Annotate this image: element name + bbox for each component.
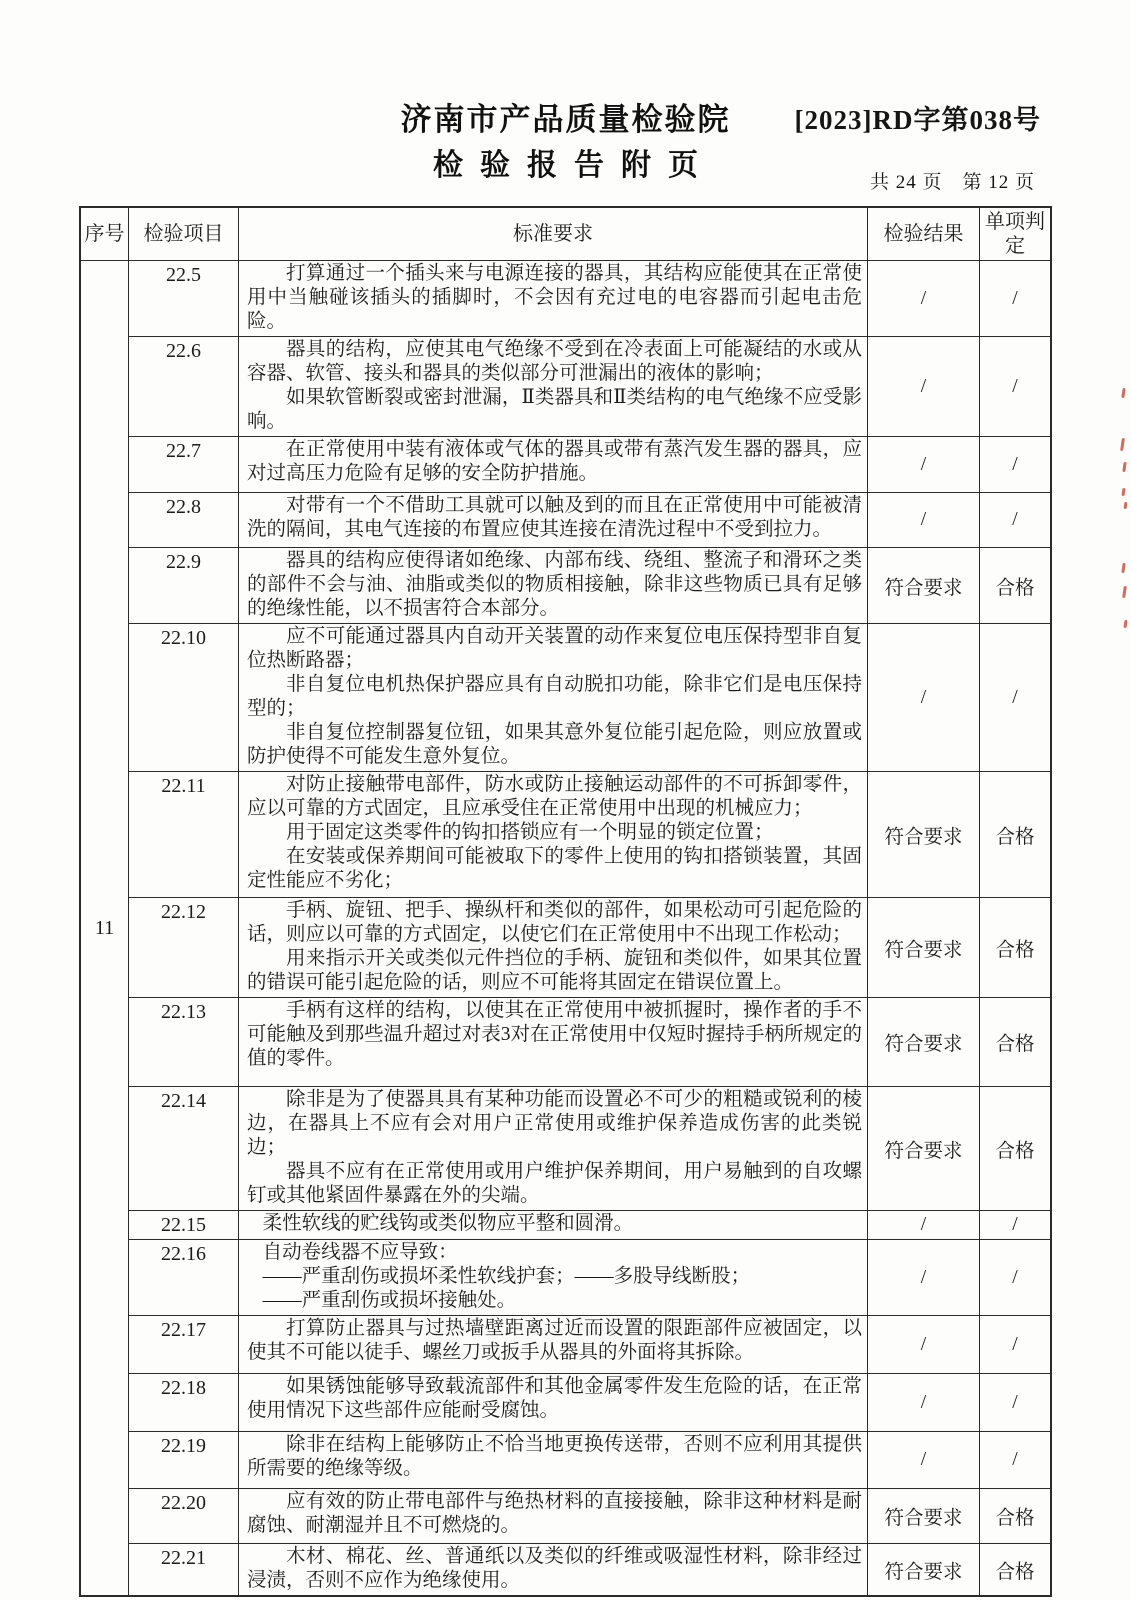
result-cell: 符合要求 xyxy=(868,772,980,897)
result-cell: / xyxy=(868,337,980,436)
table-row xyxy=(129,547,1050,623)
item-number: 22.16 xyxy=(129,1240,239,1315)
table-row xyxy=(129,1543,1050,1595)
judgment-cell: / xyxy=(1012,1449,1018,1470)
result-cell: 符合要求 xyxy=(868,1544,980,1595)
table-body xyxy=(81,261,1050,1595)
judgment-cell: 合格 xyxy=(995,1140,1035,1162)
result-cell: 符合要求 xyxy=(868,548,980,623)
judgment-cell: / xyxy=(1012,287,1018,309)
table-row xyxy=(129,623,1050,771)
item-number: 22.21 xyxy=(129,1544,239,1595)
result-cell: / xyxy=(868,493,980,547)
requirement-text: 柔性软线的贮线钩或类似物应平整和圆滑。 xyxy=(262,1213,634,1234)
red-ink-mark xyxy=(1121,563,1125,573)
requirement-cell xyxy=(239,437,868,492)
table-row xyxy=(129,1239,1050,1315)
red-ink-mark xyxy=(1121,388,1125,398)
red-ink-mark xyxy=(1121,488,1125,496)
inspection-table xyxy=(79,206,1052,1597)
requirement-text: 用于固定这类零件的钩扣搭锁应有一个明显的锁定位置； xyxy=(286,822,774,843)
result-cell: / xyxy=(868,1374,980,1431)
table-row xyxy=(129,997,1050,1086)
requirement-text: 如果锈蚀能够导致载流部件和其他金属零件发生危险的话，在正常使用情况下这些部件应能耐受腐蚀。 xyxy=(247,1376,862,1421)
red-ink-mark xyxy=(1124,502,1128,509)
item-number: 22.5 xyxy=(129,261,239,336)
requirement-cell xyxy=(239,772,868,897)
requirement-text: 器具的结构，应使其电气绝缘不受到在冷表面上可能凝结的水或从容器、软管、接头和器具的类似部分可泄漏出的液体的影响； xyxy=(247,339,862,384)
table-row xyxy=(129,261,1050,336)
requirement-text: 器具的结构应使得诸如绝缘、内部布线、绕组、整流子和滑环之类的部件不会与油、油脂或类似的物质相接触，除非这些物质已具有足够的绝缘性能，以不损害符合本部分。 xyxy=(247,550,862,619)
red-ink-mark xyxy=(1120,438,1125,451)
requirement-text: 应有效的防止带电部件与绝热材料的直接接触，除非这种材料是耐腐蚀、耐潮湿并且不可燃烧的。 xyxy=(247,1491,862,1536)
result-cell: / xyxy=(868,1432,980,1488)
requirement-text: 手柄、旋钮、把手、操纵杆和类似的部件，如果松动可引起危险的话，则应以可靠的方式固定，以使它们在正常使用中不出现工作松动； xyxy=(247,900,862,945)
requirement-cell xyxy=(239,337,868,436)
requirement-text: 非自复位控制器复位钮，如果其意外复位能引起危险，则应放置或防护使得不可能发生意外复位。 xyxy=(247,722,862,767)
requirement-text: ——严重刮伤或损坏接触处。 xyxy=(262,1290,517,1311)
judgment-cell: 合格 xyxy=(995,939,1035,961)
requirement-text: 应不可能通过器具内自动开关装置的动作来复位电压保持型非自复位热断路器； xyxy=(247,626,862,671)
item-number: 22.14 xyxy=(129,1087,239,1210)
judgment-cell: 合格 xyxy=(995,1508,1035,1529)
requirement-cell xyxy=(239,493,868,547)
page-title: 检验报告附页 xyxy=(433,149,715,182)
requirement-cell xyxy=(239,1544,868,1595)
red-ink-mark xyxy=(1123,620,1127,628)
requirement-cell xyxy=(239,998,868,1086)
document-header xyxy=(0,0,1131,200)
item-number: 22.11 xyxy=(129,772,239,897)
table-row xyxy=(129,1210,1050,1239)
requirement-text: 器具不应有在正常使用或用户维护保养期间，用户易触到的自攻螺钉或其他紧固件暴露在外的尖端。 xyxy=(247,1161,862,1206)
table-row xyxy=(129,771,1050,897)
institute-name: 济南市产品质量检验院 xyxy=(400,102,731,137)
item-number: 22.19 xyxy=(129,1432,239,1488)
item-number: 22.17 xyxy=(129,1316,239,1373)
judgment-cell: 合格 xyxy=(995,577,1035,599)
column-header-item: 检验项目 xyxy=(129,208,239,260)
judgment-cell: / xyxy=(1012,686,1018,708)
result-cell: / xyxy=(868,624,980,771)
requirement-cell xyxy=(239,1374,868,1431)
requirement-text: 非自复位电机热保护器应具有自动脱扣功能，除非它们是电压保持型的； xyxy=(247,674,862,719)
item-number: 22.8 xyxy=(129,493,239,547)
table-row xyxy=(129,1315,1050,1373)
requirement-cell xyxy=(239,898,868,997)
table-row xyxy=(129,1488,1050,1543)
requirement-text: 如果软管断裂或密封泄漏，Ⅱ类器具和Ⅱ类结构的电气绝缘不应受影响。 xyxy=(247,387,862,432)
item-number: 22.20 xyxy=(129,1489,239,1543)
requirement-text: 对带有一个不借助工具就可以触及到的而且在正常使用中可能被清洗的隔间，其电气连接的布置应使其连接在清洗过程中不受到拉力。 xyxy=(247,495,862,540)
judgment-cell: / xyxy=(1012,375,1018,397)
requirement-text: 手柄有这样的结构，以使其在正常使用中被抓握时，操作者的手不可能触及到那些温升超过对表3对在正常使用中仅短时握持手柄所规定的值的零件。 xyxy=(247,1000,862,1069)
requirement-cell xyxy=(239,1489,868,1543)
requirement-cell xyxy=(239,1087,868,1210)
result-cell: 符合要求 xyxy=(868,898,980,997)
item-number: 22.10 xyxy=(129,624,239,771)
table-header-row xyxy=(81,208,1050,261)
table-row xyxy=(129,436,1050,492)
table-row xyxy=(129,336,1050,436)
judgment-cell: 合格 xyxy=(995,826,1035,848)
red-ink-mark xyxy=(1122,462,1126,472)
requirement-text: ——严重刮伤或损坏柔性软线护套；——多股导线断股； xyxy=(262,1266,751,1287)
requirement-text: 对防止接触带电部件，防水或防止接触运动部件的不可拆卸零件，应以可靠的方式固定，且应承受住在正常使用中出现的机械应力； xyxy=(247,774,862,819)
item-number: 22.12 xyxy=(129,898,239,997)
requirement-cell xyxy=(239,1240,868,1315)
table-row xyxy=(129,897,1050,997)
requirement-text: 在安装或保养期间可能被取下的零件上使用的钩扣搭锁装置，其固定性能应不劣化； xyxy=(247,846,862,891)
requirement-cell xyxy=(239,1432,868,1488)
table-row xyxy=(129,1086,1050,1210)
item-number: 22.15 xyxy=(129,1211,239,1239)
judgment-cell: / xyxy=(1012,1333,1018,1355)
red-ink-mark xyxy=(1122,586,1127,598)
requirement-text: 打算通过一个插头来与电源连接的器具，其结构应能使其在正常使用中当触碰该插头的插脚时，不会因有充过电的电容器而引起电击危险。 xyxy=(247,263,862,332)
item-number: 22.6 xyxy=(129,337,239,436)
judgment-cell: 合格 xyxy=(995,1034,1035,1055)
judgment-cell: / xyxy=(1012,1214,1018,1235)
column-header-serial: 序号 xyxy=(81,208,129,260)
requirement-cell xyxy=(239,548,868,623)
item-number: 22.7 xyxy=(129,437,239,492)
judgment-cell: / xyxy=(1012,453,1018,475)
table-row xyxy=(129,1431,1050,1488)
judgment-cell: / xyxy=(1012,509,1018,530)
judgment-cell: 合格 xyxy=(995,1561,1035,1583)
column-header-result: 检验结果 xyxy=(868,208,980,260)
item-number: 22.13 xyxy=(129,998,239,1086)
serial-number-cell: 11 xyxy=(81,261,129,1595)
result-cell: / xyxy=(868,437,980,492)
requirement-text: 除非在结构上能够防止不恰当地更换传送带，否则不应利用其提供所需要的绝缘等级。 xyxy=(247,1434,862,1479)
result-cell: 符合要求 xyxy=(868,1489,980,1543)
column-header-judgment: 单项判定 xyxy=(985,211,1045,257)
requirement-text: 用来指示开关或类似元件挡位的手柄、旋钮和类似件，如果其位置的错误可能引起危险的话，则应不可能将其固定在错误位置上。 xyxy=(247,948,862,993)
requirement-text: 木材、棉花、丝、普通纸以及类似的纤维或吸湿性材料，除非经过浸渍，否则不应作为绝缘使用。 xyxy=(247,1546,862,1591)
requirement-text: 自动卷线器不应导致： xyxy=(262,1242,458,1263)
result-cell: / xyxy=(868,1211,980,1239)
requirement-cell xyxy=(239,1211,868,1239)
item-number: 22.9 xyxy=(129,548,239,623)
result-cell: 符合要求 xyxy=(868,998,980,1086)
result-cell: / xyxy=(868,1316,980,1373)
table-rows xyxy=(129,261,1050,1595)
item-number: 22.18 xyxy=(129,1374,239,1431)
requirement-cell xyxy=(239,624,868,771)
result-cell: / xyxy=(868,1240,980,1315)
result-cell: / xyxy=(868,261,980,336)
judgment-cell: / xyxy=(1012,1266,1018,1288)
column-header-requirement: 标准要求 xyxy=(239,208,868,260)
result-cell: 符合要求 xyxy=(868,1087,980,1210)
judgment-cell: / xyxy=(1012,1391,1018,1413)
requirement-cell xyxy=(239,261,868,336)
table-row xyxy=(129,1373,1050,1431)
page-count: 共 24 页 第 12 页 xyxy=(869,172,1035,193)
requirement-cell xyxy=(239,1316,868,1373)
table-row xyxy=(129,492,1050,547)
report-number: [2023]RD字第038号 xyxy=(794,105,1041,135)
requirement-text: 打算防止器具与过热墙壁距离过近而设置的限距部件应被固定，以使其不可能以徒手、螺丝刀或扳手从器具的外面将其拆除。 xyxy=(247,1318,862,1363)
requirement-text: 在正常使用中装有液体或气体的器具或带有蒸汽发生器的器具，应对过高压力危险有足够的安全防护措施。 xyxy=(247,439,862,484)
requirement-text: 除非是为了使器具具有某种功能而设置必不可少的粗糙或锐利的棱边，在器具上不应有会对用户正常使用或维护保养造成伤害的此类锐边； xyxy=(247,1089,862,1158)
